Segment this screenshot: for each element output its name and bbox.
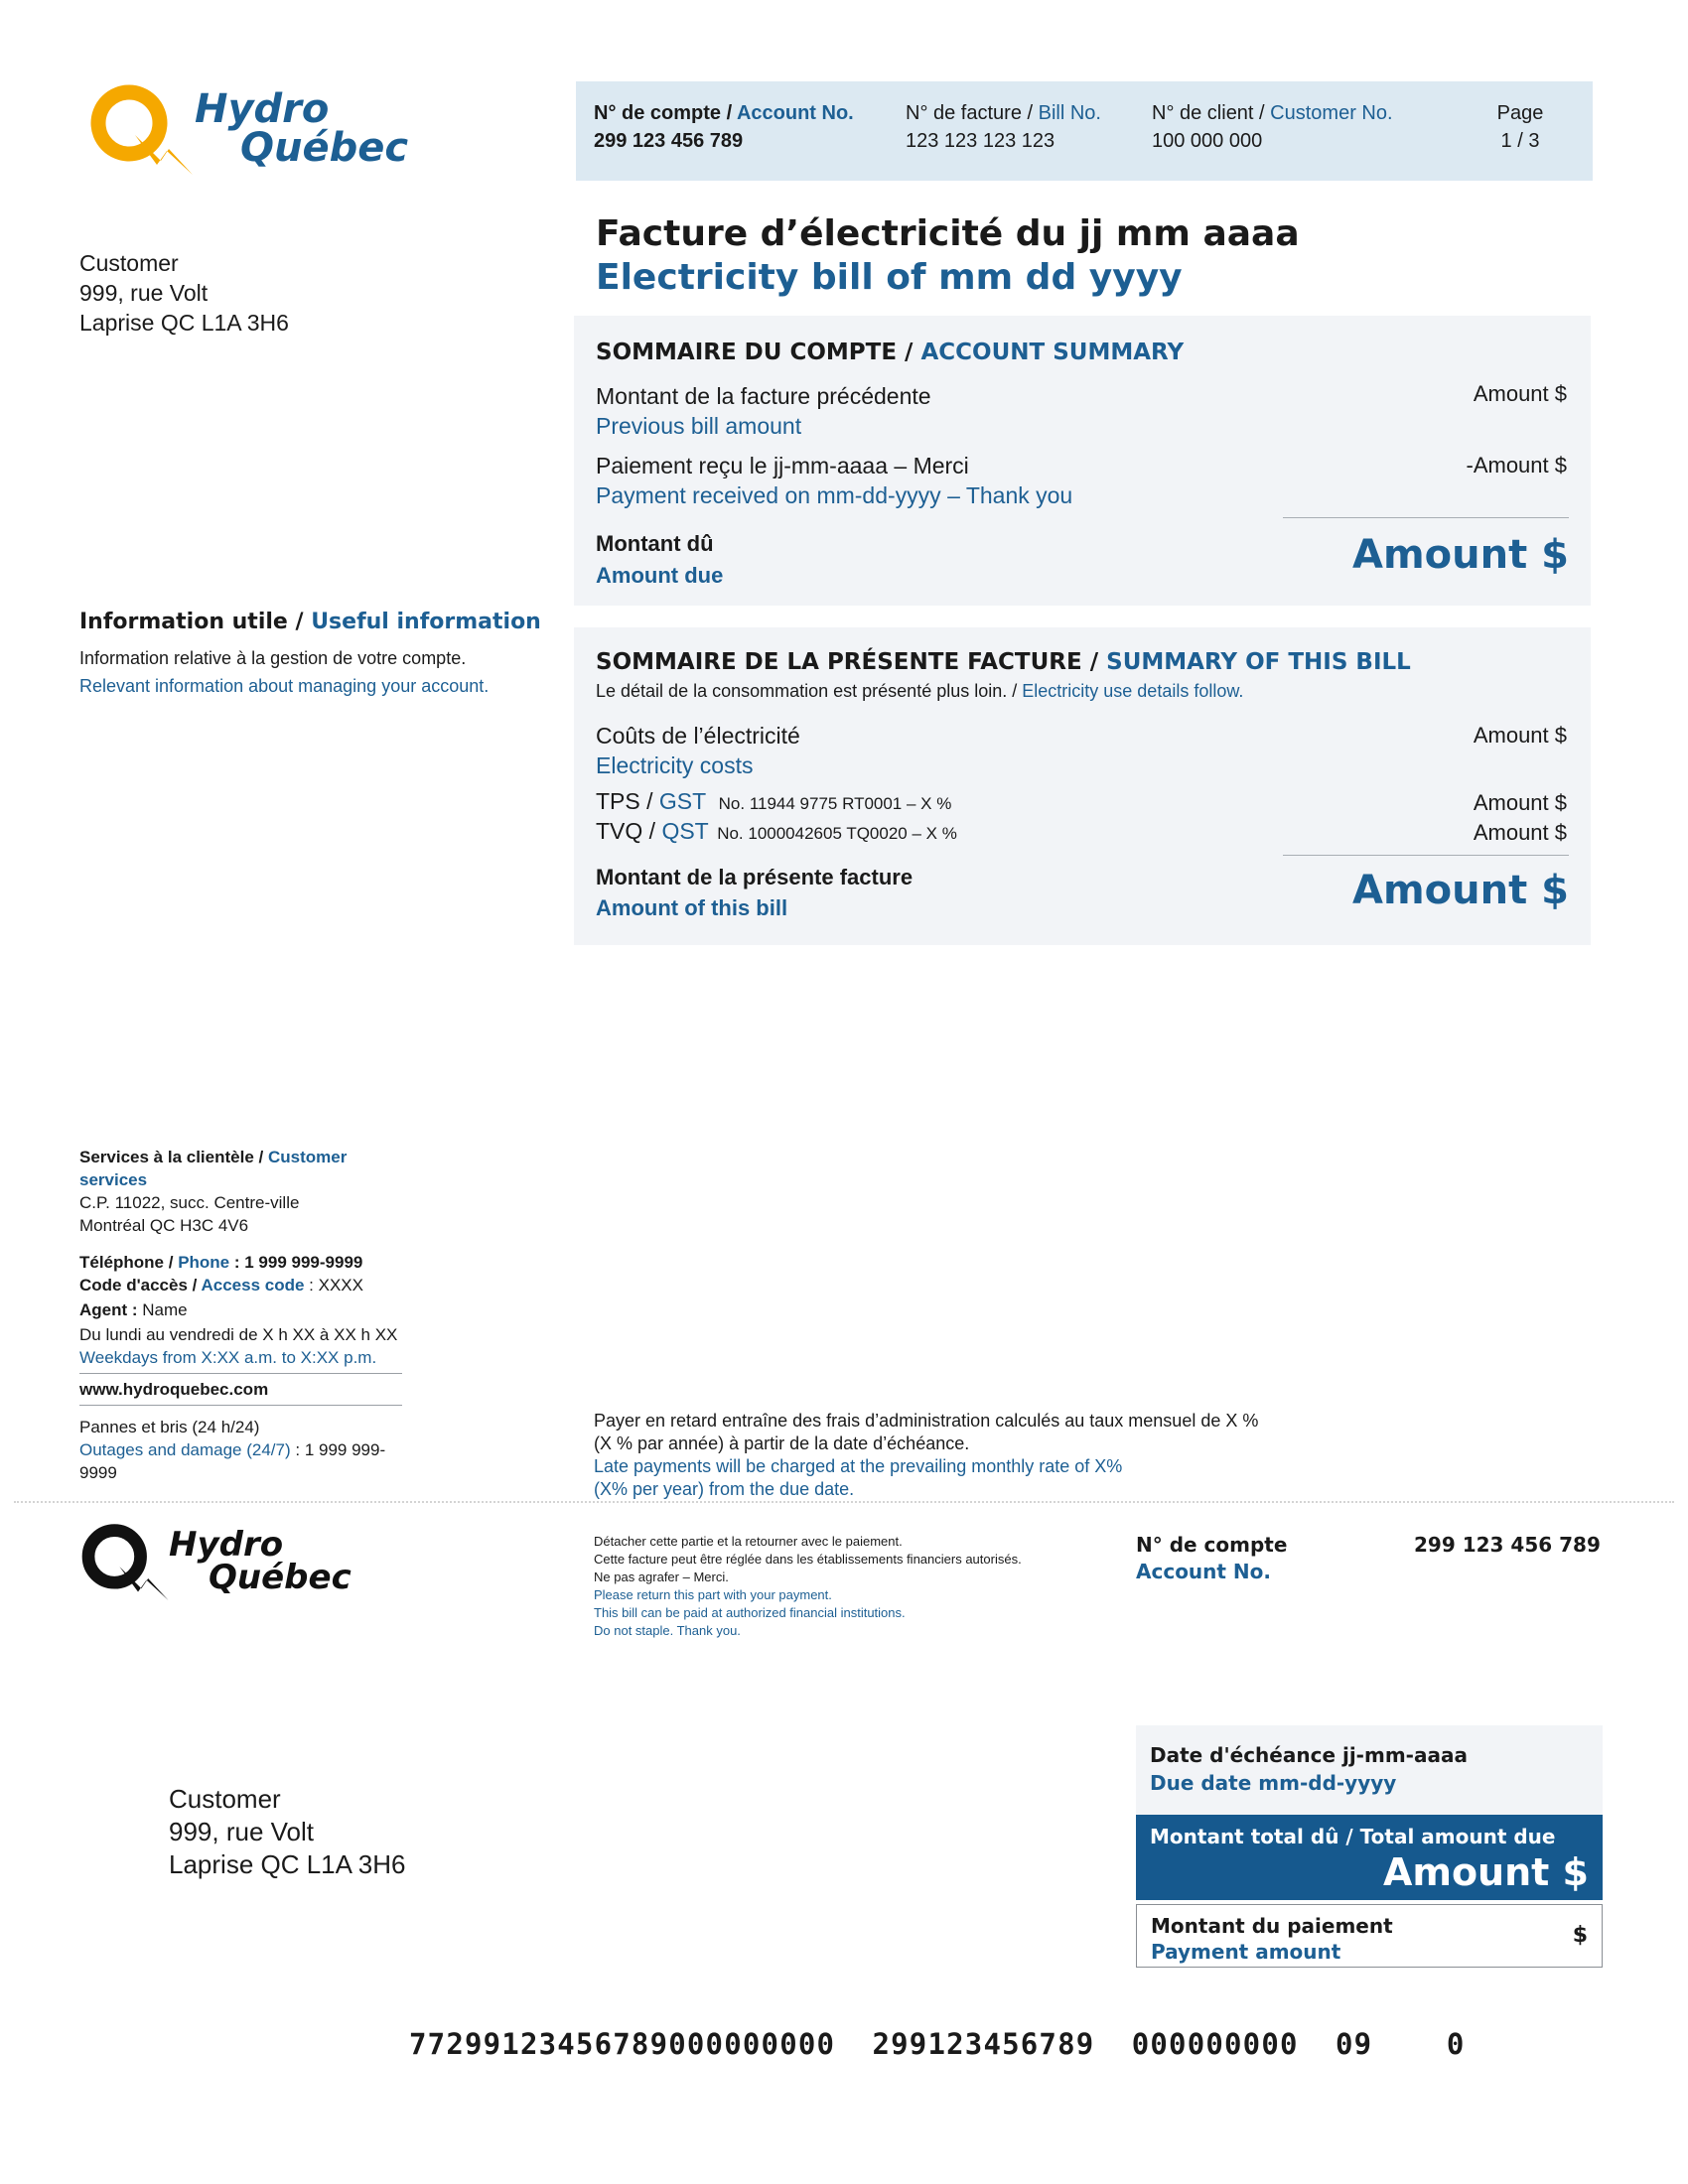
bill-total-row bbox=[596, 862, 913, 923]
phone-number: : 1 999 999-9999 bbox=[229, 1253, 363, 1272]
qst-label-fr: TVQ bbox=[596, 818, 643, 844]
header-account bbox=[594, 99, 906, 181]
bill-label-sep: / bbox=[1021, 102, 1039, 124]
bill-summary-divider bbox=[1283, 855, 1569, 856]
gst-label-fr: TPS bbox=[596, 788, 640, 814]
account-label-sep: / bbox=[721, 102, 737, 124]
services-hours-en: Weekdays from X:XX a.m. to X:XX p.m. bbox=[79, 1348, 377, 1367]
agent-name: Name bbox=[142, 1300, 188, 1319]
services-hours-fr: Du lundi au vendredi de X h XX à XX h XX bbox=[79, 1325, 398, 1344]
header-page bbox=[1456, 99, 1585, 181]
services-heading-fr: Services à la clientèle bbox=[79, 1148, 254, 1166]
account-label-fr: N° de compte bbox=[594, 102, 722, 124]
electricity-costs-row bbox=[596, 721, 800, 780]
coupon-account-label-fr: N° de compte bbox=[1136, 1533, 1288, 1557]
phone-label-sep: / bbox=[164, 1253, 179, 1272]
payment-amount-box[interactable] bbox=[1136, 1904, 1603, 1968]
payment-received-label-en: Payment received on mm-dd-yyyy – Thank you bbox=[596, 482, 1073, 508]
services-divider-2 bbox=[79, 1405, 402, 1406]
electricity-costs-label-en: Electricity costs bbox=[596, 752, 754, 778]
bill-summary-heading-sep: / bbox=[1081, 649, 1107, 675]
coupon-account-label bbox=[1136, 1532, 1287, 1585]
bill-summary-heading-en: SUMMARY OF THIS BILL bbox=[1106, 649, 1411, 675]
previous-bill-amount: Amount $ bbox=[1473, 381, 1567, 406]
account-number: 299 123 456 789 bbox=[594, 130, 744, 152]
summary-divider bbox=[1283, 517, 1569, 518]
amount-due-label-fr: Montant dû bbox=[596, 531, 714, 556]
total-amount-due-value: Amount $ bbox=[1382, 1850, 1589, 1894]
bill-summary-sub-sep: / bbox=[1007, 681, 1023, 701]
recipient-city: Laprise QC L1A 3H6 bbox=[79, 310, 289, 336]
bill-title bbox=[596, 212, 1300, 300]
bill-summary-subheading bbox=[596, 681, 1243, 702]
qst-amount: Amount $ bbox=[1473, 820, 1567, 845]
useful-info-text-en: Relevant information about managing your account. bbox=[79, 676, 490, 696]
access-label-fr: Code d'accès bbox=[79, 1276, 188, 1295]
detach-en-1: Please return this part with your payment. bbox=[594, 1587, 832, 1602]
payment-received-amount: -Amount $ bbox=[1466, 453, 1567, 478]
services-phone bbox=[79, 1251, 407, 1274]
bill-summary-sub-en: Electricity use details follow. bbox=[1022, 681, 1244, 701]
detach-instructions bbox=[594, 1533, 1022, 1640]
coupon-account-number: 299 123 456 789 bbox=[1414, 1533, 1601, 1557]
useful-info bbox=[79, 610, 541, 700]
previous-bill-row bbox=[596, 381, 931, 441]
bill-summary-sub-fr: Le détail de la consommation est présenté plus loin. bbox=[596, 681, 1008, 701]
due-date-box bbox=[1136, 1725, 1603, 1815]
coupon-address bbox=[169, 1783, 405, 1881]
outages-phone: : 1 999 999-9999 bbox=[79, 1440, 386, 1482]
services-heading-en: Customer services bbox=[79, 1148, 348, 1189]
logo-word-quebec: Québec bbox=[240, 125, 409, 171]
detach-fr-1: Détacher cette partie et la retourner avec le paiement. bbox=[594, 1534, 903, 1549]
coupon-logo-word-hydro: Hydro bbox=[169, 1524, 284, 1565]
bill-title-fr: Facture d’électricité du jj mm aaaa bbox=[596, 213, 1300, 254]
header-band bbox=[576, 81, 1593, 181]
customer-label-fr: N° de client bbox=[1152, 102, 1254, 124]
total-amount-due-label: Montant total dû / Total amount due bbox=[1150, 1825, 1556, 1848]
services-address-1: C.P. 11022, succ. Centre-ville bbox=[79, 1193, 300, 1212]
late-notice-fr-1: Payer en retard entraîne des frais d’administration calculés au taux mensuel de X % bbox=[594, 1411, 1259, 1431]
late-notice-en-2: (X% per year) from the due date. bbox=[594, 1479, 855, 1499]
header-bill bbox=[906, 99, 1152, 181]
customer-number: 100 000 000 bbox=[1152, 130, 1263, 152]
account-summary-heading-sep: / bbox=[897, 340, 921, 365]
customer-services bbox=[79, 1146, 407, 1484]
account-summary-heading-en: ACCOUNT SUMMARY bbox=[920, 340, 1185, 365]
bill-label-en: Bill No. bbox=[1038, 102, 1101, 124]
amount-due-label-en: Amount due bbox=[596, 563, 724, 588]
useful-info-heading-sep: / bbox=[287, 610, 312, 634]
qst-label-sep: / bbox=[642, 818, 662, 844]
coupon-recipient-name: Customer bbox=[169, 1784, 281, 1814]
account-summary-heading bbox=[596, 340, 1184, 365]
payment-amount-currency: $ bbox=[1572, 1923, 1588, 1948]
access-code-value: : XXXX bbox=[304, 1276, 363, 1295]
recipient-name: Customer bbox=[79, 250, 179, 276]
payment-amount-label-en: Payment amount bbox=[1151, 1940, 1341, 1964]
gst-number: No. 11944 9775 RT0001 – X % bbox=[718, 794, 952, 813]
account-summary-panel bbox=[574, 316, 1591, 606]
previous-bill-label-fr: Montant de la facture précédente bbox=[596, 383, 931, 409]
gst-label-en: GST bbox=[658, 788, 707, 814]
outages-line bbox=[79, 1438, 407, 1484]
late-notice-fr-2: (X % par année) à partir de la date d’échéance. bbox=[594, 1433, 970, 1453]
amount-due-row bbox=[596, 528, 723, 592]
agent-label: Agent : bbox=[79, 1300, 143, 1319]
recipient-street: 999, rue Volt bbox=[79, 280, 209, 306]
qst-row bbox=[596, 816, 957, 850]
recipient-address bbox=[79, 248, 289, 338]
previous-bill-label-en: Previous bill amount bbox=[596, 413, 802, 439]
account-label-en: Account No. bbox=[736, 102, 854, 124]
page-label: Page bbox=[1496, 102, 1544, 124]
detach-fr-2: Cette facture peut être réglée dans les établissements financiers autorisés. bbox=[594, 1552, 1022, 1567]
qst-number: No. 1000042605 TQ0020 – X % bbox=[717, 824, 957, 843]
late-payment-notice bbox=[594, 1410, 1258, 1501]
services-access-code bbox=[79, 1274, 407, 1297]
bill-summary-heading bbox=[596, 649, 1411, 675]
coupon-logo bbox=[77, 1519, 352, 1604]
total-amount-due-box bbox=[1136, 1815, 1603, 1900]
electricity-costs-label-fr: Coûts de l’électricité bbox=[596, 723, 800, 749]
outages-fr: Pannes et bris (24 h/24) bbox=[79, 1418, 260, 1436]
services-divider-1 bbox=[79, 1373, 402, 1374]
phone-label-fr: Téléphone bbox=[79, 1253, 165, 1272]
customer-label-sep: / bbox=[1253, 102, 1271, 124]
bill-number: 123 123 123 123 bbox=[906, 130, 1055, 152]
customer-label-en: Customer No. bbox=[1270, 102, 1393, 124]
coupon-account-label-en: Account No. bbox=[1136, 1560, 1272, 1583]
gst-amount: Amount $ bbox=[1473, 790, 1567, 815]
coupon-recipient-city: Laprise QC L1A 3H6 bbox=[169, 1849, 406, 1879]
useful-info-text-fr: Information relative à la gestion de votre compte. bbox=[79, 648, 467, 668]
amount-due-value: Amount $ bbox=[1352, 532, 1569, 578]
payment-received-row bbox=[596, 451, 1072, 510]
ocr-scan-line: 77299123456789000000000 299123456789 000000000 09 0 bbox=[409, 2027, 1466, 2061]
coupon-logo-word-quebec: Québec bbox=[209, 1558, 352, 1597]
bill-summary-panel bbox=[574, 627, 1591, 945]
bill-total-label-en: Amount of this bill bbox=[596, 895, 788, 920]
q-logo-icon bbox=[85, 79, 203, 179]
bill-total-label-fr: Montant de la présente facture bbox=[596, 865, 914, 889]
outages-en: Outages and damage (24/7) bbox=[79, 1440, 291, 1459]
access-label-sep: / bbox=[187, 1276, 202, 1295]
useful-info-heading bbox=[79, 610, 541, 634]
logo-word-hydro: Hydro bbox=[195, 85, 330, 132]
services-address-2: Montréal QC H3C 4V6 bbox=[79, 1216, 249, 1235]
page-number: 1 / 3 bbox=[1500, 130, 1540, 152]
detach-en-2: This bill can be paid at authorized financial institutions. bbox=[594, 1605, 906, 1620]
hydro-quebec-logo bbox=[85, 79, 408, 179]
detach-line bbox=[14, 1501, 1674, 1503]
qst-label-en: QST bbox=[661, 818, 709, 844]
services-heading-sep: / bbox=[253, 1148, 268, 1166]
late-notice-en-1: Late payments will be charged at the prevailing monthly rate of X% bbox=[594, 1456, 1123, 1476]
gst-label-sep: / bbox=[639, 788, 659, 814]
due-date-fr: Date d'échéance jj-mm-aaaa bbox=[1150, 1743, 1468, 1767]
gst-row bbox=[596, 786, 951, 820]
useful-info-heading-fr: Information utile bbox=[79, 610, 288, 634]
phone-label-en: Phone bbox=[178, 1253, 230, 1272]
detach-fr-3: Ne pas agrafer – Merci. bbox=[594, 1570, 729, 1584]
bill-label-fr: N° de facture bbox=[906, 102, 1022, 124]
electricity-costs-amount: Amount $ bbox=[1473, 723, 1567, 748]
header-customer bbox=[1152, 99, 1456, 181]
useful-info-heading-en: Useful information bbox=[311, 610, 541, 634]
payment-amount-label-fr: Montant du paiement bbox=[1151, 1914, 1393, 1938]
services-agent bbox=[79, 1298, 407, 1321]
payment-received-label-fr: Paiement reçu le jj-mm-aaaa – Merci bbox=[596, 453, 969, 478]
bill-title-en: Electricity bill of mm dd yyyy bbox=[596, 257, 1183, 298]
account-summary-heading-fr: SOMMAIRE DU COMPTE bbox=[596, 340, 898, 365]
bill-total-amount: Amount $ bbox=[1352, 868, 1569, 913]
website-link[interactable]: www.hydroquebec.com bbox=[79, 1380, 269, 1399]
bill-summary-heading-fr: SOMMAIRE DE LA PRÉSENTE FACTURE bbox=[596, 649, 1082, 675]
coupon-recipient-street: 999, rue Volt bbox=[169, 1817, 314, 1846]
due-date-en: Due date mm-dd-yyyy bbox=[1150, 1771, 1397, 1795]
access-label-en: Access code bbox=[201, 1276, 305, 1295]
detach-en-3: Do not staple. Thank you. bbox=[594, 1623, 741, 1638]
services-heading bbox=[79, 1146, 407, 1191]
q-logo-icon-black bbox=[77, 1519, 177, 1604]
